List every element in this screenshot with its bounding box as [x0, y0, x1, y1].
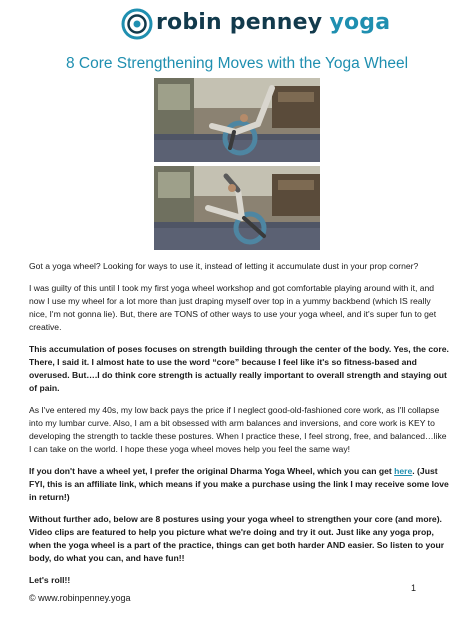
page-number: 1 [410, 583, 416, 593]
dharma-wheel-link[interactable]: here [394, 466, 413, 476]
footer-website: © www.robinpenney.yoga [29, 593, 131, 603]
robin-penney-logo-icon [121, 8, 153, 40]
brand-name [156, 10, 390, 35]
core-focus-paragraph: This accumulation of poses focuses on strength building through the center of the body. Yes, the core. There, I said it. I almost hate to use the word “core” because I feel like it's so fitness-based and overused. But….I do think core strength is actually really important to overall strength and staying out of pain. [29, 344, 449, 393]
postures-intro-text: Without further ado, below are 8 postures using your yoga wheel to strengthen your core (and more). Video clips are featured to help you picture what we're doing and try it out. Just like any yoga prop, when the yoga wheel is a part of the practice, things can get both harder AND easier. So listen to your body, do what you can, and have fun!! [29, 514, 445, 563]
brand-name-part1: robin penney [156, 10, 323, 35]
page-title: 8 Core Strengthening Moves with the Yoga Wheel [65, 55, 409, 72]
affiliate-text-before: If you don't have a wheel yet, I prefer the original Dharma Yoga Wheel, which you can get [29, 466, 395, 476]
lets-roll-paragraph: Let's roll!! [29, 575, 71, 585]
intro-paragraph: Got a yoga wheel? Looking for ways to use it, instead of letting it accumulate dust in your prop corner? [29, 261, 419, 271]
yoga-wheel-photo-1 [154, 78, 320, 162]
workshop-paragraph: I was guilty of this until I took my first yoga wheel workshop and got comfortable playing around with it, and now I use my wheel for a lot more than just draping myself over top in a yummy backbend (which IS really nice, I'm not gonna lie). But, there are TONS of other ways to use your yoga wheel, and it's super fun to get creative. [29, 283, 437, 332]
affiliate-text-after: . (Just FYI, this is an affiliate link, which means if you make a purchase using the link I may receive some love in return!) [29, 466, 449, 502]
article-body [29, 260, 449, 596]
postures-intro-paragraph [29, 513, 449, 565]
brand-name-part2: yoga [329, 10, 391, 35]
yoga-wheel-photo-2 [154, 166, 320, 250]
forties-paragraph: As I've entered my 40s, my low back pays the price if I neglect good-old-fashioned core work, as I'll collapse into my lumbar curve. Also, I am a bit obsessed with arm balances and inversions, and core work is KEY to developing the strength to tackle these postures. When I practice these, I feel strong, free, and balanced…like I can take on the world. I hope these yoga wheel moves help you feel the same way! [29, 405, 447, 454]
site-header [0, 4, 474, 44]
affiliate-paragraph [29, 465, 449, 504]
